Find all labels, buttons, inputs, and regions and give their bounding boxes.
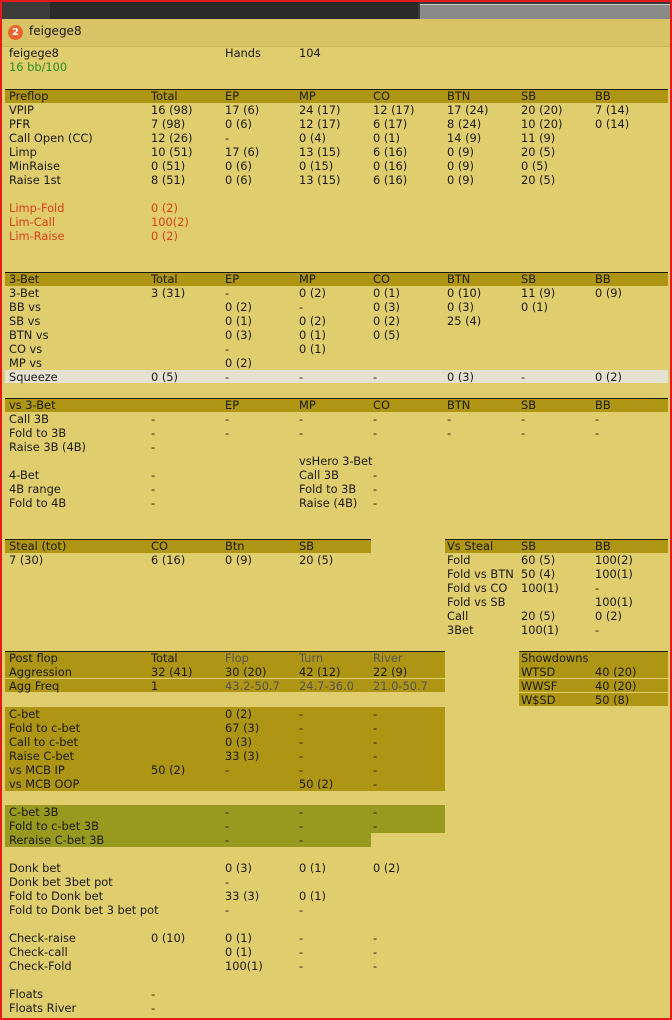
- fourbet-label-1: 4B range: [9, 482, 61, 496]
- preflop-row-3-c3: 13 (15): [299, 145, 341, 159]
- cbet3b-row-1-c2: -: [225, 819, 230, 833]
- vssteal-row-5-c0: 3Bet: [447, 623, 474, 637]
- threebet-row-4-c0: CO vs: [9, 342, 43, 356]
- postflop-row-1-c0: Agg Freq: [9, 679, 60, 693]
- donk-row-3-c3: -: [299, 903, 304, 917]
- cbet-row-2-c0: Call to c-bet: [9, 735, 79, 749]
- threebet-header-c3: MP: [299, 272, 316, 286]
- vshero-label-0: Call 3B: [299, 468, 339, 482]
- preflop-row-0-c6: 20 (20): [521, 103, 563, 117]
- preflop-row-5-c3: 13 (15): [299, 173, 341, 187]
- preflop-row-2-c5: 14 (9): [447, 131, 482, 145]
- window-title: feigege8: [29, 24, 82, 38]
- threebet-row-1-c5: 0 (3): [447, 300, 475, 314]
- threebet-row-0-c5: 0 (10): [447, 286, 482, 300]
- preflop-row-2-c2: -: [225, 131, 230, 145]
- threebet-row-2-c5: 25 (4): [447, 314, 482, 328]
- preflop-header-c7: BB: [595, 89, 611, 103]
- cbet-row-4-c4: -: [373, 763, 378, 777]
- vssteal-row-0-c0: Fold: [447, 553, 471, 567]
- threebet-row-1-c3: -: [299, 300, 304, 314]
- vssteal-row-0-c1: 60 (5): [521, 553, 556, 567]
- vshero-value-2: -: [373, 496, 378, 510]
- threebet-row-6-c4: -: [373, 370, 378, 384]
- preflop-row-0-c0: VPIP: [9, 103, 34, 117]
- threebet-row-6-c3: -: [299, 370, 304, 384]
- threebet-row-4-c2: -: [225, 342, 230, 356]
- player-name: feigege8: [9, 46, 59, 60]
- vs3bet-row-0-c1: -: [151, 412, 156, 426]
- threebet-row-5-c0: MP vs: [9, 356, 42, 370]
- threebet-row-0-c1: 3 (31): [151, 286, 186, 300]
- steal-header-c0: Steal (tot): [9, 539, 67, 553]
- top-strip: [2, 2, 670, 19]
- vshero-title: vsHero 3-Bet: [299, 454, 373, 468]
- vssteal-row-3-c2: 100(1): [595, 595, 633, 609]
- donk-row-1-c0: Donk bet 3bet pot: [9, 875, 113, 889]
- vs3bet-header-c3: MP: [299, 398, 316, 412]
- checkraise-row-2-c4: -: [373, 959, 378, 973]
- donk-row-2-c0: Fold to Donk bet: [9, 889, 104, 903]
- preflop-row-4-c6: 0 (5): [521, 159, 549, 173]
- threebet-row-3-c0: BTN vs: [9, 328, 49, 342]
- vshero-value-0: -: [373, 468, 378, 482]
- vs3bet-row-2-c1: -: [151, 440, 156, 454]
- vs3bet-row-0-c0: Call 3B: [9, 412, 49, 426]
- preflop-row-0-c1: 16 (98): [151, 103, 193, 117]
- fourbet-label-2: Fold to 4B: [9, 496, 67, 510]
- limp-value-2: 0 (2): [151, 229, 179, 243]
- postflop-row-0-c1: 32 (41): [151, 665, 193, 679]
- preflop-row-0-c2: 17 (6): [225, 103, 260, 117]
- postflop-header-c1: Total: [151, 651, 178, 665]
- postflop-row-0-c4: 22 (9): [373, 665, 408, 679]
- preflop-header-c5: BTN: [447, 89, 471, 103]
- preflop-row-3-c5: 0 (9): [447, 145, 475, 159]
- showdowns-label-0: WTSD: [521, 665, 556, 679]
- preflop-row-4-c1: 0 (51): [151, 159, 186, 173]
- postflop-header-c3: Turn: [299, 651, 324, 665]
- preflop-row-3-c1: 10 (51): [151, 145, 193, 159]
- cbet-row-2-c4: -: [373, 735, 378, 749]
- cbet3b-row-0-c3: -: [299, 805, 304, 819]
- cbet3b-row-0-c2: -: [225, 805, 230, 819]
- threebet-header-c6: SB: [521, 272, 537, 286]
- vs3bet-row-0-c5: -: [447, 412, 452, 426]
- cbet-row-3-c2: 33 (3): [225, 749, 260, 763]
- threebet-row-4-c3: 0 (1): [299, 342, 327, 356]
- vssteal-row-4-c1: 20 (5): [521, 609, 556, 623]
- vs3bet-row-0-c3: -: [299, 412, 304, 426]
- vssteal-row-4-c0: Call: [447, 609, 469, 623]
- postflop-row-1-c3: 24.7-36.0: [299, 679, 354, 693]
- limp-value-0: 0 (2): [151, 201, 179, 215]
- app-logo-icon: 2: [8, 25, 23, 40]
- vs3bet-row-1-c3: -: [299, 426, 304, 440]
- donk-row-3-c2: -: [225, 903, 230, 917]
- vs3bet-row-0-c7: -: [595, 412, 600, 426]
- postflop-row-0-c3: 42 (12): [299, 665, 341, 679]
- cbet-row-1-c0: Fold to c-bet: [9, 721, 81, 735]
- cbet3b-row-0-c0: C-bet 3B: [9, 805, 59, 819]
- floats-label-1: Floats River: [9, 1001, 77, 1015]
- threebet-row-1-c6: 0 (1): [521, 300, 549, 314]
- steal-row-c1: 6 (16): [151, 553, 186, 567]
- floats-label-0: Floats: [9, 987, 44, 1001]
- limp-label-2: Lim-Raise: [9, 229, 65, 243]
- preflop-row-1-c5: 8 (24): [447, 117, 482, 131]
- postflop-header-c0: Post flop: [9, 651, 58, 665]
- vshero-label-2: Raise (4B): [299, 496, 358, 510]
- steal-header-c1: CO: [151, 539, 168, 553]
- cbet-row-0-c4: -: [373, 707, 378, 721]
- cbet3b-row-1-c4: -: [373, 819, 378, 833]
- donk-row-0-c0: Donk bet: [9, 861, 61, 875]
- steal-row-c0: 7 (30): [9, 553, 44, 567]
- checkraise-row-2-c0: Check-Fold: [9, 959, 72, 973]
- vssteal-row-4-c2: 0 (2): [595, 609, 623, 623]
- donk-row-0-c4: 0 (2): [373, 861, 401, 875]
- cbet3b-row-2-c3: -: [299, 833, 304, 847]
- preflop-row-1-c6: 10 (20): [521, 117, 563, 131]
- vs3bet-row-0-c6: -: [521, 412, 526, 426]
- threebet-header-c7: BB: [595, 272, 611, 286]
- preflop-row-1-c3: 12 (17): [299, 117, 341, 131]
- preflop-header-c1: Total: [151, 89, 178, 103]
- preflop-row-1-c7: 0 (14): [595, 117, 630, 131]
- vssteal-row-1-c1: 50 (4): [521, 567, 556, 581]
- postflop-row-1-c4: 21.0-50.7: [373, 679, 428, 693]
- checkraise-row-0-c0: Check-raise: [9, 931, 76, 945]
- vssteal-header-c0: Vs Steal: [447, 539, 494, 553]
- cbet-row-3-c4: -: [373, 749, 378, 763]
- postflop-row-0-c0: Aggression: [9, 665, 72, 679]
- vssteal-row-1-c2: 100(1): [595, 567, 633, 581]
- preflop-row-5-c2: 0 (6): [225, 173, 253, 187]
- vs3bet-row-2-c0: Raise 3B (4B): [9, 440, 87, 454]
- cbet-row-2-c3: -: [299, 735, 304, 749]
- vs3bet-row-0-c4: -: [373, 412, 378, 426]
- limp-label-1: Lim-Call: [9, 215, 55, 229]
- preflop-row-0-c7: 7 (14): [595, 103, 630, 117]
- preflop-row-2-c1: 12 (26): [151, 131, 193, 145]
- preflop-header-c4: CO: [373, 89, 390, 103]
- steal-header-c2: Btn: [225, 539, 245, 553]
- vshero-label-1: Fold to 3B: [299, 482, 357, 496]
- vs3bet-row-1-c0: Fold to 3B: [9, 426, 67, 440]
- vssteal-row-2-c2: -: [595, 581, 600, 595]
- hands-value: 104: [299, 46, 321, 60]
- vssteal-row-5-c2: -: [595, 623, 600, 637]
- preflop-row-2-c4: 0 (1): [373, 131, 401, 145]
- cbet-row-5-c3: 50 (2): [299, 777, 334, 791]
- preflop-row-1-c2: 0 (6): [225, 117, 253, 131]
- preflop-header-c2: EP: [225, 89, 240, 103]
- threebet-row-0-c3: 0 (2): [299, 286, 327, 300]
- threebet-header-c2: EP: [225, 272, 240, 286]
- checkraise-row-1-c4: -: [373, 945, 378, 959]
- threebet-row-6-c0: Squeeze: [9, 370, 58, 384]
- steal-row-c2: 0 (9): [225, 553, 253, 567]
- cbet-row-4-c2: -: [225, 763, 230, 777]
- showdowns-label-2: W$SD: [521, 693, 556, 707]
- threebet-header-c1: Total: [151, 272, 178, 286]
- threebet-row-3-c2: 0 (3): [225, 328, 253, 342]
- vs3bet-row-1-c1: -: [151, 426, 156, 440]
- cbet-row-5-c0: vs MCB OOP: [9, 777, 80, 791]
- cbet3b-row-0-c4: -: [373, 805, 378, 819]
- cbet-row-0-c2: 0 (2): [225, 707, 253, 721]
- threebet-row-2-c0: SB vs: [9, 314, 41, 328]
- threebet-row-0-c6: 11 (9): [521, 286, 556, 300]
- postflop-row-1-c1: 1: [151, 679, 159, 693]
- donk-row-0-c2: 0 (3): [225, 861, 253, 875]
- preflop-row-4-c3: 0 (15): [299, 159, 334, 173]
- donk-row-2-c2: 33 (3): [225, 889, 260, 903]
- vs3bet-row-1-c5: -: [447, 426, 452, 440]
- preflop-header-c0: Preflop: [9, 89, 49, 103]
- preflop-row-0-c4: 12 (17): [373, 103, 415, 117]
- threebet-header-c4: CO: [373, 272, 390, 286]
- preflop-row-1-c0: PFR: [9, 117, 31, 131]
- preflop-row-0-c3: 24 (17): [299, 103, 341, 117]
- cbet-row-3-c3: -: [299, 749, 304, 763]
- vs3bet-header-bar: [5, 398, 668, 412]
- preflop-row-5-c6: 20 (5): [521, 173, 556, 187]
- threebet-row-6-c2: -: [225, 370, 230, 384]
- cbet-row-4-c0: vs MCB IP: [9, 763, 65, 777]
- preflop-row-5-c0: Raise 1st: [9, 173, 62, 187]
- threebet-row-1-c4: 0 (3): [373, 300, 401, 314]
- checkraise-row-2-c2: 100(1): [225, 959, 263, 973]
- checkraise-row-2-c3: -: [299, 959, 304, 973]
- showdowns-value-1: 40 (20): [595, 679, 637, 693]
- vssteal-row-3-c0: Fold vs SB: [447, 595, 506, 609]
- threebet-row-5-c2: 0 (2): [225, 356, 253, 370]
- postflop-header-c2: Flop: [225, 651, 249, 665]
- preflop-row-3-c6: 20 (5): [521, 145, 556, 159]
- showdowns-value-2: 50 (8): [595, 693, 630, 707]
- vssteal-header-c2: BB: [595, 539, 611, 553]
- threebet-row-0-c7: 0 (9): [595, 286, 623, 300]
- checkraise-row-0-c2: 0 (1): [225, 931, 253, 945]
- preflop-header-bar: [5, 89, 668, 103]
- cbet-row-5-c4: -: [373, 777, 378, 791]
- cbet3b-row-2-c2: -: [225, 833, 230, 847]
- steal-row-c3: 20 (5): [299, 553, 334, 567]
- threebet-row-0-c0: 3-Bet: [9, 286, 40, 300]
- cbet-row-1-c3: -: [299, 721, 304, 735]
- cbet-row-4-c1: 50 (2): [151, 763, 186, 777]
- showdowns-title: Showdowns: [521, 651, 589, 665]
- threebet-row-6-c5: 0 (3): [447, 370, 475, 384]
- vshero-value-1: -: [373, 482, 378, 496]
- checkraise-row-0-c1: 0 (10): [151, 931, 186, 945]
- preflop-row-5-c5: 0 (9): [447, 173, 475, 187]
- threebet-row-6-c1: 0 (5): [151, 370, 179, 384]
- threebet-row-1-c2: 0 (2): [225, 300, 253, 314]
- threebet-row-6-c7: 0 (2): [595, 370, 623, 384]
- stakes: 16 bb/100: [9, 60, 68, 74]
- postflop-row-1-c2: 43.2-50.7: [225, 679, 280, 693]
- preflop-row-2-c6: 11 (9): [521, 131, 556, 145]
- preflop-row-3-c2: 17 (6): [225, 145, 260, 159]
- fourbet-value-2: -: [151, 496, 156, 510]
- fourbet-label-0: 4-Bet: [9, 468, 40, 482]
- fourbet-value-0: -: [151, 468, 156, 482]
- preflop-row-3-c4: 6 (16): [373, 145, 408, 159]
- preflop-row-1-c1: 7 (98): [151, 117, 186, 131]
- threebet-row-3-c4: 0 (5): [373, 328, 401, 342]
- preflop-row-4-c0: MinRaise: [9, 159, 60, 173]
- preflop-row-1-c4: 6 (17): [373, 117, 408, 131]
- cbet-row-0-c0: C-bet: [9, 707, 40, 721]
- vssteal-row-2-c1: 100(1): [521, 581, 559, 595]
- donk-row-2-c3: 0 (1): [299, 889, 327, 903]
- preflop-header-c6: SB: [521, 89, 537, 103]
- steal-header-c3: SB: [299, 539, 315, 553]
- squeeze-highlight: [5, 370, 668, 383]
- floats-value-1: -: [151, 1001, 156, 1015]
- vs3bet-row-1-c6: -: [521, 426, 526, 440]
- checkraise-row-1-c0: Check-call: [9, 945, 68, 959]
- vssteal-header-c1: SB: [521, 539, 537, 553]
- vs3bet-header-c5: BTN: [447, 398, 471, 412]
- vssteal-row-5-c1: 100(1): [521, 623, 559, 637]
- cbet3b-row-1-c3: -: [299, 819, 304, 833]
- threebet-row-6-c6: -: [521, 370, 526, 384]
- vs3bet-header-c0: vs 3-Bet: [9, 398, 56, 412]
- donk-row-3-c0: Fold to Donk bet 3 bet pot: [9, 903, 159, 917]
- fourbet-value-1: -: [151, 482, 156, 496]
- threebet-header-c0: 3-Bet: [9, 272, 40, 286]
- limp-label-0: Limp-Fold: [9, 201, 65, 215]
- cbet3b-row-2-c0: Reraise C-bet 3B: [9, 833, 105, 847]
- limp-value-1: 100(2): [151, 215, 189, 229]
- vssteal-row-1-c0: Fold vs BTN: [447, 567, 514, 581]
- showdowns-value-0: 40 (20): [595, 665, 637, 679]
- threebet-row-1-c0: BB vs: [9, 300, 41, 314]
- preflop-row-4-c2: 0 (6): [225, 159, 253, 173]
- postflop-header-c4: River: [373, 651, 403, 665]
- cbet-row-3-c0: Raise C-bet: [9, 749, 75, 763]
- cbet-row-0-c3: -: [299, 707, 304, 721]
- threebet-row-3-c3: 0 (1): [299, 328, 327, 342]
- threebet-row-2-c3: 0 (2): [299, 314, 327, 328]
- preflop-row-4-c5: 0 (9): [447, 159, 475, 173]
- vssteal-row-2-c0: Fold vs CO: [447, 581, 508, 595]
- preflop-row-4-c4: 0 (16): [373, 159, 408, 173]
- vs3bet-header-c6: SB: [521, 398, 537, 412]
- threebet-row-0-c4: 0 (1): [373, 286, 401, 300]
- cbet-row-4-c3: -: [299, 763, 304, 777]
- preflop-header-c3: MP: [299, 89, 316, 103]
- showdowns-label-1: WWSF: [521, 679, 558, 693]
- cbet-row-1-c4: -: [373, 721, 378, 735]
- floats-value-0: -: [151, 987, 156, 1001]
- cbet-row-1-c2: 67 (3): [225, 721, 260, 735]
- vs3bet-row-0-c2: -: [225, 412, 230, 426]
- checkraise-row-0-c4: -: [373, 931, 378, 945]
- cbet-row-2-c2: 0 (3): [225, 735, 253, 749]
- donk-row-1-c2: -: [225, 875, 230, 889]
- threebet-row-0-c2: -: [225, 286, 230, 300]
- threebet-row-2-c4: 0 (2): [373, 314, 401, 328]
- hands-label: Hands: [225, 46, 261, 60]
- donk-row-0-c3: 0 (1): [299, 861, 327, 875]
- threebet-row-2-c2: 0 (1): [225, 314, 253, 328]
- checkraise-row-0-c3: -: [299, 931, 304, 945]
- vs3bet-header-c7: BB: [595, 398, 611, 412]
- preflop-row-5-c1: 8 (51): [151, 173, 186, 187]
- vs3bet-header-c2: EP: [225, 398, 240, 412]
- preflop-row-0-c5: 17 (24): [447, 103, 489, 117]
- vs3bet-row-1-c4: -: [373, 426, 378, 440]
- preflop-row-2-c3: 0 (4): [299, 131, 327, 145]
- vs3bet-header-c4: CO: [373, 398, 390, 412]
- checkraise-row-1-c3: -: [299, 945, 304, 959]
- vs3bet-row-1-c7: -: [595, 426, 600, 440]
- title-bar[interactable]: [2, 19, 670, 47]
- preflop-row-2-c0: Call Open (CC): [9, 131, 93, 145]
- preflop-row-3-c0: Limp: [9, 145, 37, 159]
- threebet-header-bar: [5, 272, 668, 286]
- vs3bet-row-1-c2: -: [225, 426, 230, 440]
- checkraise-row-1-c2: 0 (1): [225, 945, 253, 959]
- preflop-row-5-c4: 6 (16): [373, 173, 408, 187]
- vssteal-row-0-c2: 100(2): [595, 553, 633, 567]
- postflop-row-0-c2: 30 (20): [225, 665, 267, 679]
- threebet-header-c5: BTN: [447, 272, 471, 286]
- cbet3b-row-1-c0: Fold to c-bet 3B: [9, 819, 99, 833]
